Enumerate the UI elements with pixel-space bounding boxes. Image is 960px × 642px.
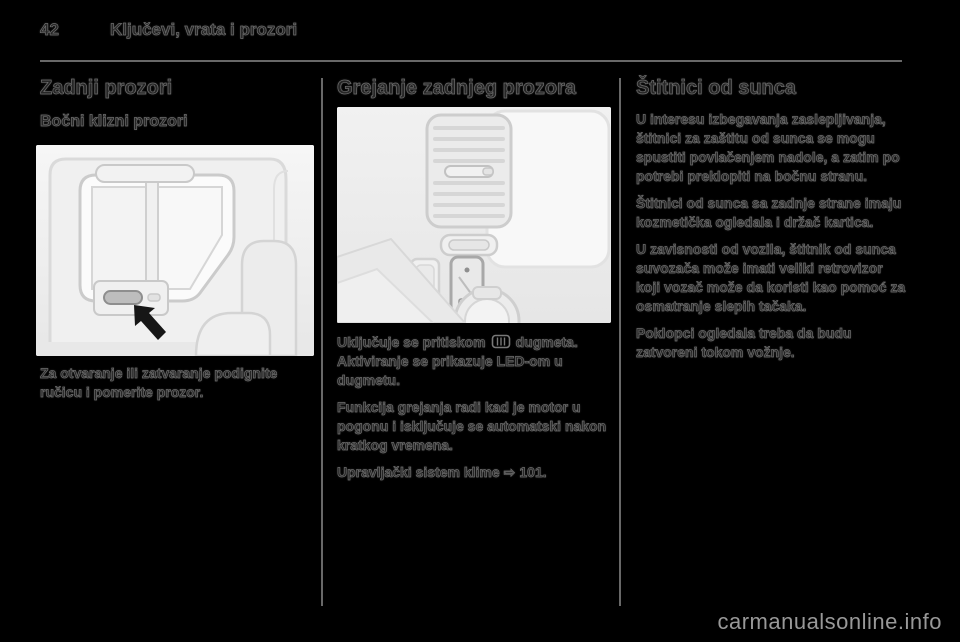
sun-visors-paragraph-4: Poklopci ogledala treba da budu zatvoreni tokom vožnje. [636, 325, 852, 360]
section-title-sun-visors: Štitnici od sunca [636, 77, 797, 99]
sun-visors-paragraph-3: U zavisnosti od vozila, štitnik od sunca suvozača može imati veliki retrovizor koji vozač može da koristi kao pomoć za osmatranje slepih tačaka. [636, 241, 906, 314]
chapter-title: Ključevi, vrata i prozori [110, 20, 298, 39]
column-separator-2 [619, 78, 621, 606]
figure-caption: Za otvaranje ili zatvaranje podignite ručicu i pomerite prozor. [40, 365, 278, 400]
heating-paragraph-3 [337, 463, 609, 483]
section-rear-window-heating [337, 76, 609, 483]
sun-visors-paragraph-1: U interesu izbegavanja zaslepljivanja, štitnici za zaštitu od sunca se mogu spustiti povlačenjem nadole, a zatim po potrebi preklopiti na bočnu stranu. [636, 111, 900, 184]
sun-visors-paragraph-2: Štitnici od sunca sa zadnje strane imaju kozmetička ogledala i držač kartica. [636, 195, 902, 230]
page-header [40, 20, 902, 50]
column-separator-1 [321, 78, 323, 606]
heating-paragraph-2: Funkcija grejanja radi kad je motor u pogonu i isključuje se automatski nakon kratkog vremena. [337, 399, 607, 453]
p1-text-before: Uključuje se pritiskom [337, 334, 486, 350]
section-sun-visors [636, 76, 906, 362]
section-title-rear-window-heating: Grejanje zadnjeg prozora [337, 77, 576, 99]
page-number: 42 [40, 20, 59, 39]
dashboard-switch-illustration [337, 107, 611, 323]
section-title-rear-windows: Zadnji prozori [40, 77, 173, 99]
side-sliding-window-illustration [36, 145, 314, 356]
heating-paragraph-1 [337, 333, 609, 390]
side-sliding-window-figure [36, 145, 314, 356]
reference-text: Upravljački sistem klime [337, 464, 500, 480]
watermark: carmanualsonline.info [717, 609, 942, 634]
section-rear-windows [40, 76, 314, 402]
page-reference-arrow: ⇨ [503, 465, 516, 481]
subsection-title-side-sliding-windows: Bočni klizni prozori [40, 113, 188, 130]
header-rule [40, 60, 902, 62]
p1-text-after: dugmeta. Aktiviranje se prikazuje LED-om u dugmetu. [337, 334, 578, 388]
heated-rear-window-icon [491, 334, 511, 349]
rear-window-heating-figure [337, 107, 611, 323]
reference-page-number: 101. [519, 464, 547, 480]
